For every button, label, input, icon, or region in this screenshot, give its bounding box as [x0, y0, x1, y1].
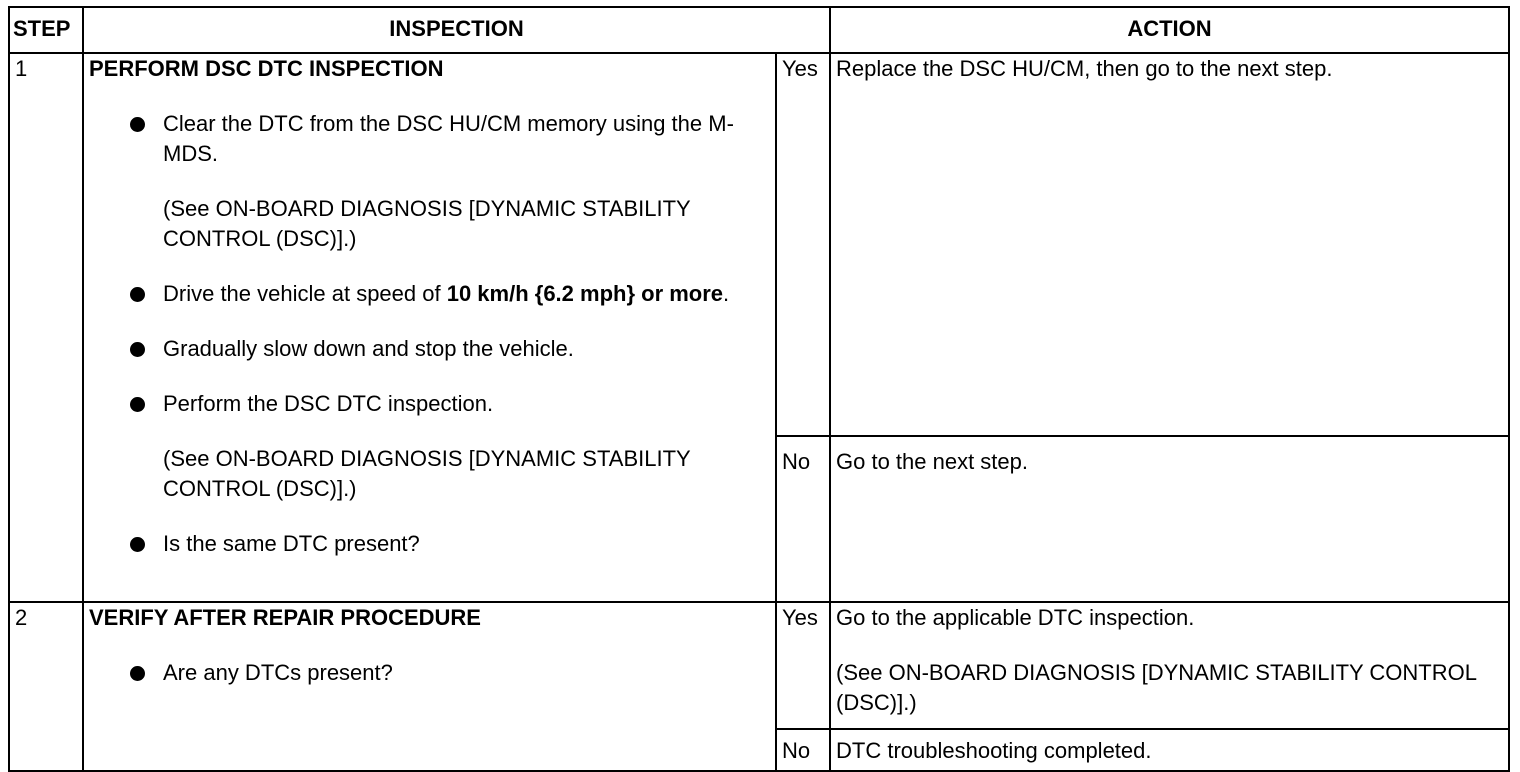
- bullet-list-1: [89, 109, 770, 559]
- reference-note: (See ON-BOARD DIAGNOSIS [DYNAMIC STABILITY CONTROL (DSC)].): [163, 196, 691, 251]
- bullet-text: Clear the DTC from the DSC HU/CM memory using the M-MDS.: [163, 111, 734, 166]
- step-number-1: 1: [9, 53, 83, 602]
- diagnostic-table: [8, 6, 1510, 772]
- bullet-icon: [130, 537, 145, 552]
- list-item: [163, 529, 770, 559]
- header-action: ACTION: [830, 7, 1509, 53]
- yes-label-2: Yes: [776, 602, 830, 729]
- bullet-icon: [130, 342, 145, 357]
- bullet-icon: [130, 666, 145, 681]
- bullet-text: Perform the DSC DTC inspection.: [163, 391, 494, 416]
- bullet-text: Are any DTCs present?: [163, 660, 393, 685]
- header-inspection: INSPECTION: [83, 7, 830, 53]
- yes-action-2: Go to the applicable DTC inspection.: [836, 605, 1195, 630]
- yes-action-1: Replace the DSC HU/CM, then go to the next step.: [830, 53, 1509, 436]
- bullet-text-emphasis: 10 km/h {6.2 mph} or more: [446, 281, 724, 306]
- bullet-text: Gradually slow down and stop the vehicle.: [163, 336, 574, 361]
- inspection-cell-1: [83, 53, 776, 602]
- step-title-1: PERFORM DSC DTC INSPECTION: [89, 56, 444, 81]
- list-item: [163, 658, 770, 688]
- table-row: [9, 602, 1509, 729]
- bullet-text-prefix: Drive the vehicle at speed of: [163, 281, 447, 306]
- list-item: [163, 389, 770, 504]
- no-action-2: DTC troubleshooting completed.: [830, 729, 1509, 771]
- bullet-list-2: [89, 658, 770, 688]
- list-item: [163, 334, 770, 364]
- step-number-2: 2: [9, 602, 83, 771]
- bullet-icon: [130, 117, 145, 132]
- bullet-text-suffix: .: [723, 281, 730, 306]
- header-step: STEP: [9, 7, 83, 53]
- no-action-1: Go to the next step.: [830, 436, 1509, 602]
- table-header-row: [9, 7, 1509, 53]
- table-row: [9, 53, 1509, 436]
- bullet-text: Is the same DTC present?: [163, 531, 420, 556]
- bullet-icon: [130, 287, 145, 302]
- list-item: [163, 279, 770, 309]
- step-title-2: VERIFY AFTER REPAIR PROCEDURE: [89, 605, 481, 630]
- bullet-icon: [130, 397, 145, 412]
- inspection-cell-2: [83, 602, 776, 771]
- reference-note: (See ON-BOARD DIAGNOSIS [DYNAMIC STABILITY CONTROL (DSC)].): [836, 660, 1477, 715]
- list-item: [163, 109, 770, 254]
- no-label-1: No: [776, 436, 830, 602]
- yes-label-1: Yes: [776, 53, 830, 436]
- yes-action-cell-2: [830, 602, 1509, 729]
- no-label-2: No: [776, 729, 830, 771]
- reference-note: (See ON-BOARD DIAGNOSIS [DYNAMIC STABILITY CONTROL (DSC)].): [163, 446, 691, 501]
